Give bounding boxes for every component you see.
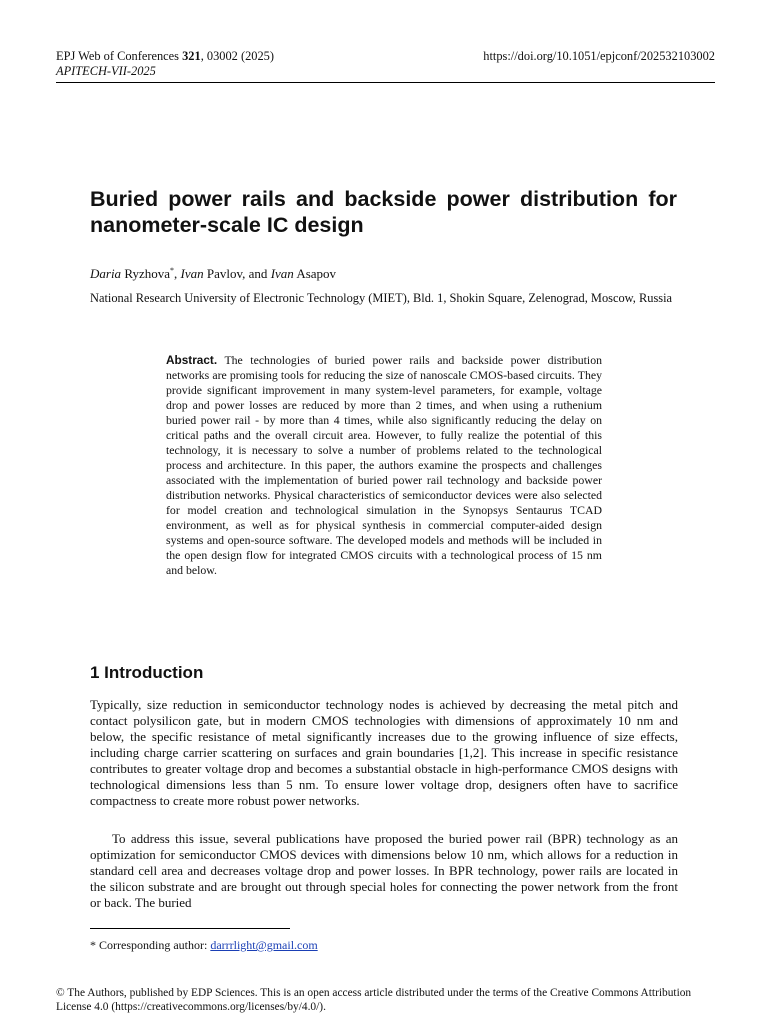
author-email-link[interactable]: darrrlight@gmail.com <box>210 938 318 952</box>
corresponding-mark: * <box>170 266 175 275</box>
abstract-label: Abstract. <box>166 353 218 367</box>
footnote-divider <box>90 928 290 929</box>
article-number: , 03002 (2025) <box>200 49 274 63</box>
journal-citation <box>56 49 274 64</box>
abstract-text: The technologies of buried power rails and backside power distribution networks are promising tools for reducing the size of nanoscale CMOS-based circuits. They provide significant improvement in many system-level parameters, for example, voltage drop and power losses are reduced by more than 2 times, and when using a ruthenium buried power rail - by more than 4 times, while also significantly reducing the delay on critical paths and the overall circuit area. However, to fully realize the potential of this technology, it is necessary to solve a number of problems related to the technological process and architecture. In this paper, the authors examine the prospects and challenges associated with the implementation of buried power rail technology and backside power distribution networks. Physical characteristics of semiconductor devices were also selected for model creation and technological simulation in the Synopsys Sentaurus TCAD environment, as well as for physical synthesis in commercial computer-aided design systems and open-source software. The developed models and methods will be included in the open design flow for integrated CMOS circuits with a technological process of 15 nm and below. <box>166 353 602 577</box>
author-3-first: Ivan <box>270 266 294 281</box>
running-header <box>56 49 274 79</box>
author-2-last: Pavlov <box>206 266 243 281</box>
journal-volume: 321 <box>182 49 201 63</box>
doi-link[interactable]: https://doi.org/10.1051/epjconf/202532103002 <box>483 49 715 63</box>
author-3-last: Asapov <box>296 266 337 281</box>
abstract <box>166 353 602 578</box>
author-separator: , and <box>242 266 271 281</box>
body-paragraph-1: Typically, size reduction in semiconductor technology nodes is achieved by decreasing the metal pitch and contact polysilicon gate, but in modern CMOS technologies with dimensions of approximately 10 nm and below, the specific resistance of metal significantly increases due to the growing influence of size effects, including charge carrier scattering on surfaces and grain boundaries [1,2]. This increase in specific resistance contributes to greater voltage drop and becomes a substantial obstacle in high-performance CMOS designs with technological dimensions less than 5 nm. To ensure lower voltage drop, designers often have to sacrifice compactness to create more robust power networks. <box>90 697 678 808</box>
body-paragraph-2: To address this issue, several publications have proposed the buried power rail (BPR) technology as an optimization for semiconductor CMOS devices with dimensions below 10 nm, which allows for a reduction in standard cell area and decreases voltage drop and power losses. In BPR technology, power rails are located in the silicon substrate and are brought out through special holes for connecting the power network from the front or back. The buried <box>90 831 678 910</box>
footnote <box>90 938 318 953</box>
section-heading-introduction: 1 Introduction <box>90 663 204 682</box>
journal-prefix: EPJ Web of Conferences <box>56 49 183 63</box>
affiliation: National Research University of Electronic Technology (MIET), Bld. 1, Shokin Square, Zelenograd, Moscow, Russia <box>90 291 673 305</box>
author-1-last: Ryzhova <box>124 266 171 281</box>
author-2-first: Ivan <box>180 266 204 281</box>
license-notice: © The Authors, published by EDP Sciences. This is an open access article distributed under the terms of the Creative Commons Attribution License 4.0 (https://creativecommons.org/licenses/by/4.0/). <box>56 987 692 1013</box>
header-divider <box>56 82 715 83</box>
paper-title: Buried power rails and backside power distribution for nanometer-scale IC design <box>90 187 677 237</box>
conference-series: APITECH-VII-2025 <box>56 64 156 78</box>
footnote-label: * Corresponding author: <box>90 938 211 952</box>
author-1-first: Daria <box>90 266 122 281</box>
author-list <box>90 266 336 282</box>
author-separator: , <box>174 266 181 281</box>
